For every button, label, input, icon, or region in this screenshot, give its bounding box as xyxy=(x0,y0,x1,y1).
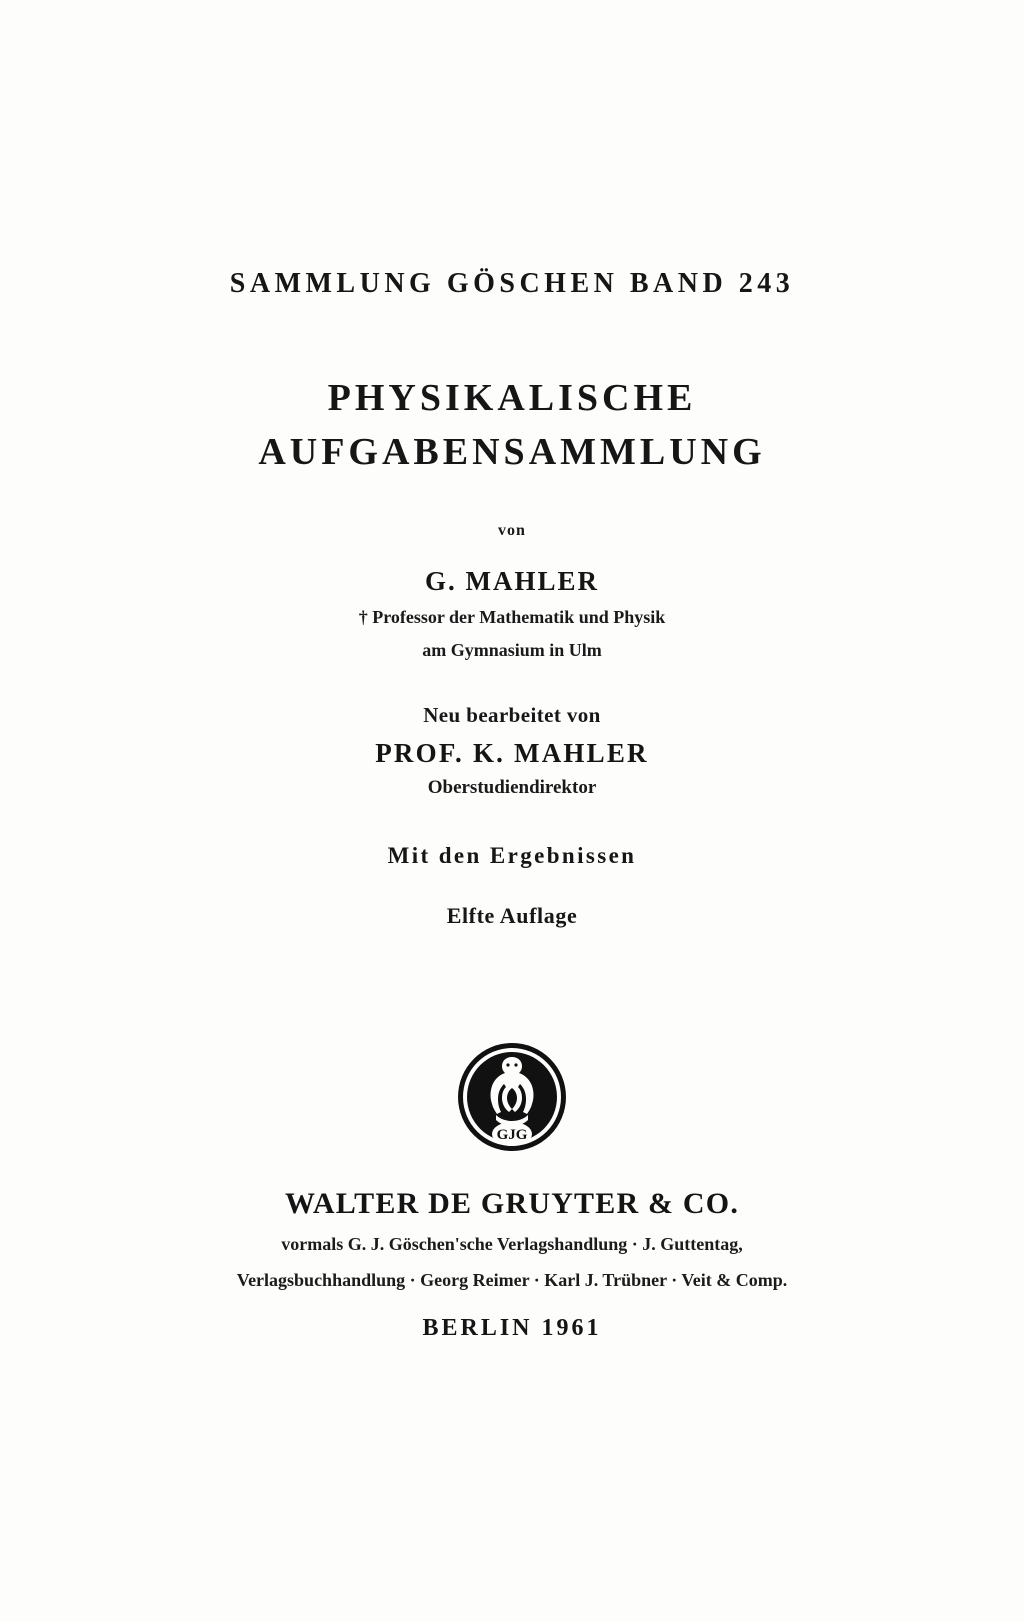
publisher-imprint-line-2: Verlagsbuchhandlung · Georg Reimer · Karl J. Trübner · Veit & Comp. xyxy=(236,1269,788,1290)
series-band-line: SAMMLUNG GÖSCHEN BAND 243 xyxy=(229,268,795,299)
author-role-line-1: † Professor der Mathematik und Physik xyxy=(358,606,666,627)
publisher-eagle-logo-icon xyxy=(452,1037,572,1157)
editor-name: PROF. K. MAHLER xyxy=(375,737,649,768)
logo-monogram-text: GJG xyxy=(496,1126,528,1143)
publisher-name: WALTER DE GRUYTER & CO. xyxy=(284,1186,740,1220)
with-results-note: Mit den Ergebnissen xyxy=(387,842,637,868)
place-and-year: BERLIN 1961 xyxy=(422,1314,602,1341)
editor-intro: Neu bearbeitet von xyxy=(423,702,601,727)
author-name: G. MAHLER xyxy=(424,565,599,596)
book-title-line-2: AUFGABENSAMMLUNG xyxy=(258,430,766,473)
book-title xyxy=(0,372,1024,480)
author-role-line-2: am Gymnasium in Ulm xyxy=(422,639,602,660)
publisher-imprint-line-1: vormals G. J. Göschen'sche Verlagshandlung · J. Guttentag, xyxy=(281,1233,743,1254)
edition-statement: Elfte Auflage xyxy=(446,902,578,928)
editor-role: Oberstudiendirektor xyxy=(427,776,597,798)
publisher-logo-wrap xyxy=(0,1037,1024,1157)
book-title-line-1: PHYSIKALISCHE xyxy=(327,377,697,419)
byline-preposition: von xyxy=(498,521,526,539)
